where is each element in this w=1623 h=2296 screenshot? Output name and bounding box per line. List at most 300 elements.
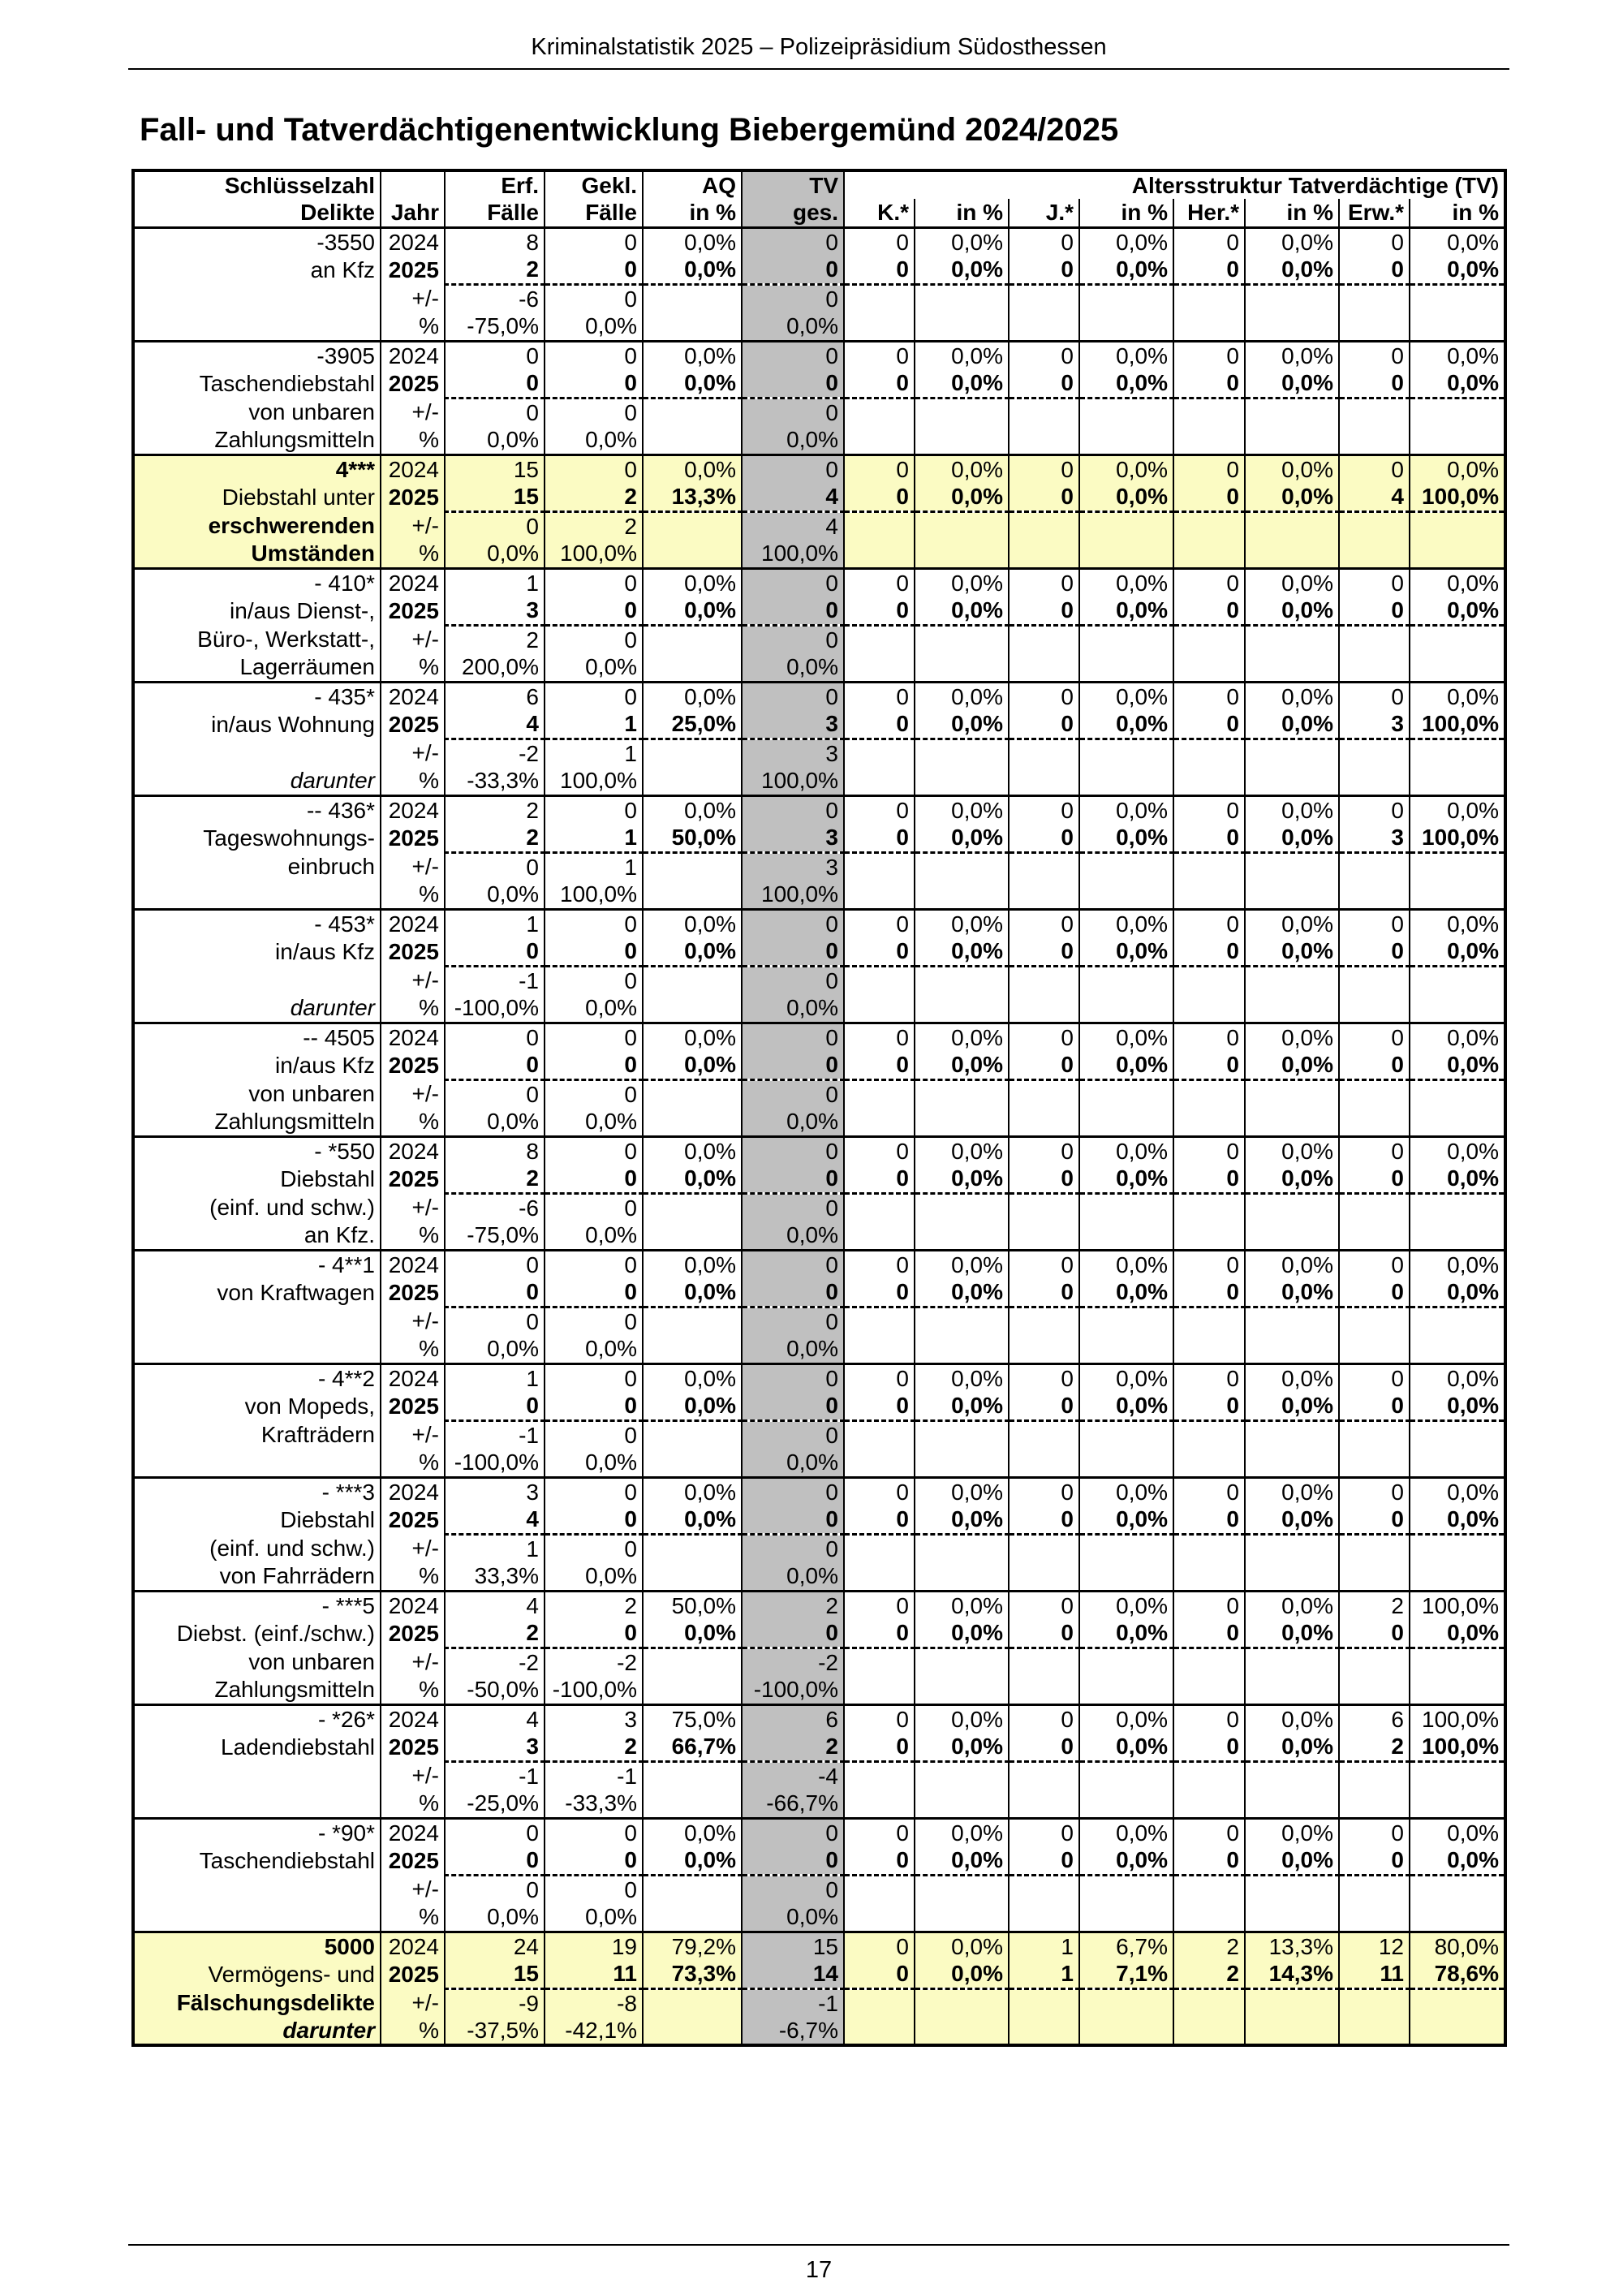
- erf-faelle-cell: 1: [445, 1363, 545, 1392]
- age-empty-cell: [915, 852, 1009, 881]
- erw-pct-cell: 0,0%: [1410, 1250, 1505, 1278]
- erf-faelle-cell: 4: [445, 1704, 545, 1733]
- delikt-label: Büro-, Werkstatt-,: [197, 627, 375, 652]
- j-pct-cell: 0,0%: [1079, 1704, 1173, 1733]
- delikt-label: Krafträdern: [260, 1422, 375, 1447]
- k-count-cell: 0: [844, 937, 915, 966]
- delikt-label: an Kfz: [310, 257, 375, 282]
- age-empty-cell: [1173, 1420, 1245, 1449]
- gekl-faelle-cell: 19: [545, 1932, 643, 1960]
- page-header: Kriminalstatistik 2025 – Polizeipräsidium Südosthessen: [531, 34, 1107, 60]
- tv-change-cell: -66,7%: [742, 1790, 844, 1818]
- age-empty-cell: [1245, 1903, 1339, 1932]
- erf-change-cell: 0: [445, 398, 545, 426]
- j-count-cell: 0: [1009, 1051, 1079, 1079]
- erf-faelle-cell: 1: [445, 909, 545, 937]
- age-empty-cell: [1173, 1221, 1245, 1250]
- k-pct-cell: 0,0%: [915, 597, 1009, 625]
- k-pct-cell: 0,0%: [915, 1818, 1009, 1846]
- col-header-erw: Erw.*: [1339, 199, 1410, 227]
- age-empty-cell: [1245, 852, 1339, 881]
- erf-change-cell: 0: [445, 1307, 545, 1335]
- her-pct-cell: 0,0%: [1245, 341, 1339, 369]
- j-pct-cell: 0,0%: [1079, 1477, 1173, 1506]
- k-count-cell: 0: [844, 682, 915, 710]
- age-empty-cell: [1410, 1790, 1505, 1818]
- age-empty-cell: [915, 1562, 1009, 1591]
- erf-change-cell: 0,0%: [445, 1903, 545, 1932]
- tv-change-cell: 0: [742, 1420, 844, 1449]
- aq-pct-cell: 0,0%: [643, 682, 742, 710]
- delikt-label: (einf. und schw.): [209, 1536, 375, 1561]
- age-empty-cell: [1079, 1648, 1173, 1676]
- k-count-cell: 0: [844, 1250, 915, 1278]
- age-empty-cell: [1009, 540, 1079, 568]
- erw-count-cell: 0: [1339, 568, 1410, 597]
- gekl-faelle-cell: 0: [545, 1392, 643, 1420]
- gekl-change-cell: -8: [545, 1988, 643, 2017]
- tv-ges-cell: 0: [742, 1051, 844, 1079]
- year-cell: +/-: [381, 1307, 445, 1335]
- age-empty-cell: [1410, 1676, 1505, 1704]
- j-pct-cell: 0,0%: [1079, 937, 1173, 966]
- year-cell: %: [381, 1108, 445, 1136]
- gekl-faelle-cell: 1: [545, 824, 643, 852]
- erf-change-cell: 2: [445, 625, 545, 653]
- her-pct-cell: 0,0%: [1245, 1136, 1339, 1165]
- gekl-faelle-cell: 0: [545, 1363, 643, 1392]
- age-empty-cell: [1245, 767, 1339, 795]
- delikt-label: - 435*: [314, 683, 375, 709]
- j-count-cell: 0: [1009, 909, 1079, 937]
- erw-count-cell: 2: [1339, 1591, 1410, 1619]
- her-count-cell: 0: [1173, 909, 1245, 937]
- age-empty-cell: [1173, 1335, 1245, 1363]
- age-empty-cell: [1009, 1562, 1079, 1591]
- j-count-cell: 0: [1009, 454, 1079, 483]
- erf-change-cell: -33,3%: [445, 767, 545, 795]
- erw-count-cell: 0: [1339, 795, 1410, 824]
- erw-pct-cell: 100,0%: [1410, 483, 1505, 511]
- gekl-faelle-cell: 0: [545, 256, 643, 284]
- erw-count-cell: 0: [1339, 1363, 1410, 1392]
- erf-change-cell: -100,0%: [445, 1449, 545, 1477]
- age-empty-cell: [1339, 1761, 1410, 1790]
- age-empty-cell: [1245, 625, 1339, 653]
- age-empty-cell: [1079, 1449, 1173, 1477]
- tv-ges-cell: 0: [742, 597, 844, 625]
- age-empty-cell: [1079, 1676, 1173, 1704]
- erf-faelle-cell: 24: [445, 1932, 545, 1960]
- year-cell: +/-: [381, 1079, 445, 1108]
- age-empty-cell: [1009, 852, 1079, 881]
- gekl-change-cell: -2: [545, 1648, 643, 1676]
- erf-faelle-cell: 15: [445, 454, 545, 483]
- year-cell: %: [381, 1449, 445, 1477]
- her-pct-cell: 0,0%: [1245, 1392, 1339, 1420]
- tv-ges-cell: 0: [742, 341, 844, 369]
- her-pct-cell: 0,0%: [1245, 256, 1339, 284]
- her-pct-cell: 13,3%: [1245, 1932, 1339, 1960]
- aq-pct-cell: 79,2%: [643, 1932, 742, 1960]
- tv-ges-cell: 14: [742, 1960, 844, 1988]
- gekl-faelle-cell: 0: [545, 1477, 643, 1506]
- table-row: [133, 369, 1505, 398]
- table-row: [133, 341, 1505, 369]
- age-empty-cell: [1245, 312, 1339, 341]
- j-count-cell: 0: [1009, 1250, 1079, 1278]
- delikt-label: Vermögens- und: [133, 1960, 381, 1988]
- delikt-label: -3905: [316, 342, 375, 368]
- age-empty-cell: [1410, 1648, 1505, 1676]
- gekl-faelle-cell: 0: [545, 1023, 643, 1051]
- aq-pct-cell: 0,0%: [643, 341, 742, 369]
- her-pct-cell: 0,0%: [1245, 1591, 1339, 1619]
- her-pct-cell: 0,0%: [1245, 1506, 1339, 1534]
- age-empty-cell: [1009, 1307, 1079, 1335]
- k-pct-cell: 0,0%: [915, 1136, 1009, 1165]
- age-empty-cell: [1079, 1790, 1173, 1818]
- aq-empty-cell: [643, 1108, 742, 1136]
- age-empty-cell: [1410, 312, 1505, 341]
- her-pct-cell: 0,0%: [1245, 1165, 1339, 1193]
- k-pct-cell: 0,0%: [915, 1932, 1009, 1960]
- aq-pct-cell: 0,0%: [643, 454, 742, 483]
- table-row: [133, 1250, 1505, 1278]
- age-empty-cell: [1245, 1875, 1339, 1903]
- erf-faelle-cell: 15: [445, 483, 545, 511]
- her-count-cell: 0: [1173, 682, 1245, 710]
- age-empty-cell: [844, 398, 915, 426]
- erf-faelle-cell: 0: [445, 1051, 545, 1079]
- k-pct-cell: 0,0%: [915, 1506, 1009, 1534]
- erf-faelle-cell: 0: [445, 937, 545, 966]
- erw-pct-cell: 0,0%: [1410, 1392, 1505, 1420]
- age-empty-cell: [1245, 511, 1339, 540]
- aq-pct-cell: 0,0%: [643, 369, 742, 398]
- year-cell: %: [381, 1221, 445, 1250]
- erf-change-cell: 0,0%: [445, 881, 545, 909]
- age-empty-cell: [1173, 312, 1245, 341]
- erw-count-cell: 6: [1339, 1704, 1410, 1733]
- age-empty-cell: [1079, 1903, 1173, 1932]
- delikt-label: Diebstahl: [280, 1166, 375, 1191]
- aq-empty-cell: [643, 312, 742, 341]
- year-cell: %: [381, 2017, 445, 2045]
- delikt-label: [133, 1761, 381, 1790]
- aq-pct-cell: 66,7%: [643, 1733, 742, 1761]
- aq-empty-cell: [643, 966, 742, 994]
- tv-ges-cell: 2: [742, 1733, 844, 1761]
- aq-pct-cell: 25,0%: [643, 710, 742, 739]
- age-empty-cell: [915, 625, 1009, 653]
- j-count-cell: 0: [1009, 1733, 1079, 1761]
- delikt-label: von Kraftwagen: [217, 1280, 375, 1305]
- aq-empty-cell: [643, 739, 742, 767]
- j-count-cell: 0: [1009, 227, 1079, 256]
- year-cell: 2025: [381, 483, 445, 511]
- age-empty-cell: [844, 1648, 915, 1676]
- table-row: [133, 1648, 1505, 1676]
- erw-count-cell: 12: [1339, 1932, 1410, 1960]
- col-header-jahr: Jahr: [381, 199, 445, 227]
- age-empty-cell: [1009, 1875, 1079, 1903]
- j-pct-cell: 0,0%: [1079, 1278, 1173, 1307]
- her-pct-cell: 0,0%: [1245, 710, 1339, 739]
- k-pct-cell: 0,0%: [915, 1392, 1009, 1420]
- j-pct-cell: 0,0%: [1079, 1506, 1173, 1534]
- erw-count-cell: 0: [1339, 1250, 1410, 1278]
- age-empty-cell: [1410, 540, 1505, 568]
- age-empty-cell: [1410, 625, 1505, 653]
- age-empty-cell: [1339, 1875, 1410, 1903]
- j-count-cell: 1: [1009, 1960, 1079, 1988]
- year-cell: 2024: [381, 682, 445, 710]
- k-count-cell: 0: [844, 824, 915, 852]
- table-row: [133, 1790, 1505, 1818]
- delikt-label: [133, 1875, 381, 1903]
- aq-empty-cell: [643, 540, 742, 568]
- erw-count-cell: 0: [1339, 227, 1410, 256]
- age-empty-cell: [1339, 540, 1410, 568]
- age-empty-cell: [915, 966, 1009, 994]
- tv-change-cell: -2: [742, 1648, 844, 1676]
- age-empty-cell: [1173, 540, 1245, 568]
- erw-pct-cell: 0,0%: [1410, 1136, 1505, 1165]
- aq-pct-cell: 0,0%: [643, 597, 742, 625]
- age-empty-cell: [1173, 994, 1245, 1023]
- age-empty-cell: [844, 1420, 915, 1449]
- age-empty-cell: [1173, 1534, 1245, 1562]
- age-empty-cell: [915, 1988, 1009, 2017]
- age-empty-cell: [915, 767, 1009, 795]
- age-empty-cell: [1245, 1449, 1339, 1477]
- table-row: [133, 1108, 1505, 1136]
- erw-pct-cell: 0,0%: [1410, 682, 1505, 710]
- erf-change-cell: 0,0%: [445, 540, 545, 568]
- table-row: [133, 1761, 1505, 1790]
- age-empty-cell: [844, 767, 915, 795]
- age-empty-cell: [844, 2017, 915, 2045]
- erf-change-cell: -2: [445, 1648, 545, 1676]
- erw-pct-cell: 0,0%: [1410, 1165, 1505, 1193]
- erf-change-cell: -75,0%: [445, 312, 545, 341]
- age-empty-cell: [915, 1221, 1009, 1250]
- erf-faelle-cell: 0: [445, 369, 545, 398]
- table-row: [133, 1278, 1505, 1307]
- tv-change-cell: -1: [742, 1988, 844, 2017]
- delikt-label: von Fahrrädern: [133, 1562, 381, 1591]
- age-empty-cell: [1009, 739, 1079, 767]
- age-empty-cell: [1339, 2017, 1410, 2045]
- age-empty-cell: [915, 1903, 1009, 1932]
- age-empty-cell: [1245, 1562, 1339, 1591]
- col-header-tv-ges: ges.: [742, 199, 844, 227]
- age-empty-cell: [1009, 1761, 1079, 1790]
- age-empty-cell: [1339, 284, 1410, 312]
- k-count-cell: 0: [844, 1591, 915, 1619]
- aq-pct-cell: 0,0%: [643, 1250, 742, 1278]
- aq-empty-cell: [643, 2017, 742, 2045]
- delikt-label: [133, 966, 381, 994]
- k-pct-cell: 0,0%: [915, 1051, 1009, 1079]
- age-empty-cell: [915, 1761, 1009, 1790]
- table-row: [133, 398, 1505, 426]
- year-cell: 2025: [381, 1846, 445, 1875]
- age-empty-cell: [1009, 426, 1079, 454]
- age-empty-cell: [1339, 653, 1410, 682]
- table-row: [133, 1619, 1505, 1648]
- her-count-cell: 0: [1173, 824, 1245, 852]
- her-count-cell: 0: [1173, 1704, 1245, 1733]
- k-count-cell: 0: [844, 597, 915, 625]
- k-pct-cell: 0,0%: [915, 341, 1009, 369]
- gekl-faelle-cell: 0: [545, 795, 643, 824]
- erf-faelle-cell: 2: [445, 256, 545, 284]
- erw-count-cell: 0: [1339, 1392, 1410, 1420]
- table-row: [133, 824, 1505, 852]
- age-empty-cell: [1245, 426, 1339, 454]
- age-empty-cell: [915, 1875, 1009, 1903]
- age-empty-cell: [1410, 1108, 1505, 1136]
- age-empty-cell: [844, 1761, 915, 1790]
- k-pct-cell: 0,0%: [915, 1733, 1009, 1761]
- tv-ges-cell: 0: [742, 1818, 844, 1846]
- erf-change-cell: 200,0%: [445, 653, 545, 682]
- table-row: [133, 994, 1505, 1023]
- k-count-cell: 0: [844, 1733, 915, 1761]
- her-count-cell: 0: [1173, 1733, 1245, 1761]
- tv-change-cell: 0,0%: [742, 1449, 844, 1477]
- age-empty-cell: [1079, 1079, 1173, 1108]
- tv-ges-cell: 0: [742, 1023, 844, 1051]
- age-empty-cell: [915, 1790, 1009, 1818]
- gekl-change-cell: 0,0%: [545, 1108, 643, 1136]
- her-count-cell: 0: [1173, 1363, 1245, 1392]
- age-empty-cell: [1009, 1790, 1079, 1818]
- age-empty-cell: [844, 511, 915, 540]
- delikt-label: [133, 1903, 381, 1932]
- aq-empty-cell: [643, 1420, 742, 1449]
- age-empty-cell: [1410, 767, 1505, 795]
- tv-ges-cell: 2: [742, 1591, 844, 1619]
- aq-pct-cell: 0,0%: [643, 256, 742, 284]
- her-count-cell: 0: [1173, 1818, 1245, 1846]
- j-pct-cell: 0,0%: [1079, 1051, 1173, 1079]
- delikt-label: - 410*: [314, 570, 375, 596]
- aq-empty-cell: [643, 625, 742, 653]
- age-empty-cell: [1009, 1221, 1079, 1250]
- gekl-faelle-cell: 0: [545, 1818, 643, 1846]
- table-row: [133, 852, 1505, 881]
- col-header-erf-faelle: Fälle: [445, 199, 545, 227]
- year-cell: %: [381, 1903, 445, 1932]
- year-cell: 2024: [381, 1477, 445, 1506]
- gekl-change-cell: 0: [545, 398, 643, 426]
- age-empty-cell: [1173, 1761, 1245, 1790]
- table-row: [133, 312, 1505, 341]
- age-empty-cell: [915, 1449, 1009, 1477]
- her-count-cell: 0: [1173, 1278, 1245, 1307]
- age-empty-cell: [844, 852, 915, 881]
- table-row: [133, 1477, 1505, 1506]
- col-header-schluesselzahl: Schlüsselzahl: [224, 173, 375, 198]
- age-empty-cell: [1009, 284, 1079, 312]
- delikt-label: Taschendiebstahl: [199, 1848, 375, 1873]
- erf-change-cell: -50,0%: [445, 1676, 545, 1704]
- j-pct-cell: 0,0%: [1079, 1136, 1173, 1165]
- table-row: [133, 1136, 1505, 1165]
- age-empty-cell: [1410, 994, 1505, 1023]
- age-empty-cell: [1173, 625, 1245, 653]
- aq-empty-cell: [643, 1193, 742, 1221]
- year-cell: %: [381, 312, 445, 341]
- aq-empty-cell: [643, 1790, 742, 1818]
- col-header-blank: [381, 170, 445, 199]
- k-count-cell: 0: [844, 568, 915, 597]
- year-cell: 2025: [381, 597, 445, 625]
- erf-faelle-cell: 2: [445, 1165, 545, 1193]
- age-empty-cell: [1339, 1449, 1410, 1477]
- year-cell: +/-: [381, 398, 445, 426]
- age-empty-cell: [1339, 1562, 1410, 1591]
- age-empty-cell: [1079, 1761, 1173, 1790]
- k-count-cell: 0: [844, 1363, 915, 1392]
- erw-pct-cell: 100,0%: [1410, 824, 1505, 852]
- gekl-faelle-cell: 0: [545, 369, 643, 398]
- table-row: [133, 1506, 1505, 1534]
- tv-ges-cell: 0: [742, 937, 844, 966]
- aq-empty-cell: [643, 881, 742, 909]
- erf-faelle-cell: 0: [445, 1023, 545, 1051]
- delikt-label: in/aus Kfz: [275, 939, 375, 964]
- age-empty-cell: [1410, 1903, 1505, 1932]
- gekl-faelle-cell: 0: [545, 341, 643, 369]
- her-pct-cell: 0,0%: [1245, 795, 1339, 824]
- year-cell: 2025: [381, 1165, 445, 1193]
- gekl-faelle-cell: 0: [545, 1250, 643, 1278]
- k-pct-cell: 0,0%: [915, 369, 1009, 398]
- j-count-cell: 0: [1009, 1506, 1079, 1534]
- year-cell: 2024: [381, 1023, 445, 1051]
- erw-count-cell: 0: [1339, 1278, 1410, 1307]
- gekl-change-cell: 100,0%: [545, 540, 643, 568]
- year-cell: 2024: [381, 227, 445, 256]
- erw-count-cell: 0: [1339, 256, 1410, 284]
- table-row: [133, 1165, 1505, 1193]
- tv-ges-cell: 0: [742, 1363, 844, 1392]
- erw-pct-cell: 0,0%: [1410, 1846, 1505, 1875]
- her-pct-cell: 0,0%: [1245, 1619, 1339, 1648]
- tv-ges-cell: 0: [742, 227, 844, 256]
- gekl-faelle-cell: 0: [545, 1506, 643, 1534]
- year-cell: 2025: [381, 937, 445, 966]
- her-count-cell: 2: [1173, 1960, 1245, 1988]
- age-empty-cell: [1245, 881, 1339, 909]
- her-pct-cell: 0,0%: [1245, 568, 1339, 597]
- table-row: [133, 1534, 1505, 1562]
- tv-change-cell: 4: [742, 511, 844, 540]
- j-count-cell: 0: [1009, 824, 1079, 852]
- age-empty-cell: [1009, 1648, 1079, 1676]
- erw-count-cell: 0: [1339, 682, 1410, 710]
- table-row: [133, 1591, 1505, 1619]
- erf-change-cell: 0: [445, 1875, 545, 1903]
- header-row-1: [133, 170, 1505, 199]
- j-pct-cell: 0,0%: [1079, 256, 1173, 284]
- erw-count-cell: 3: [1339, 710, 1410, 739]
- erf-change-cell: 0,0%: [445, 1108, 545, 1136]
